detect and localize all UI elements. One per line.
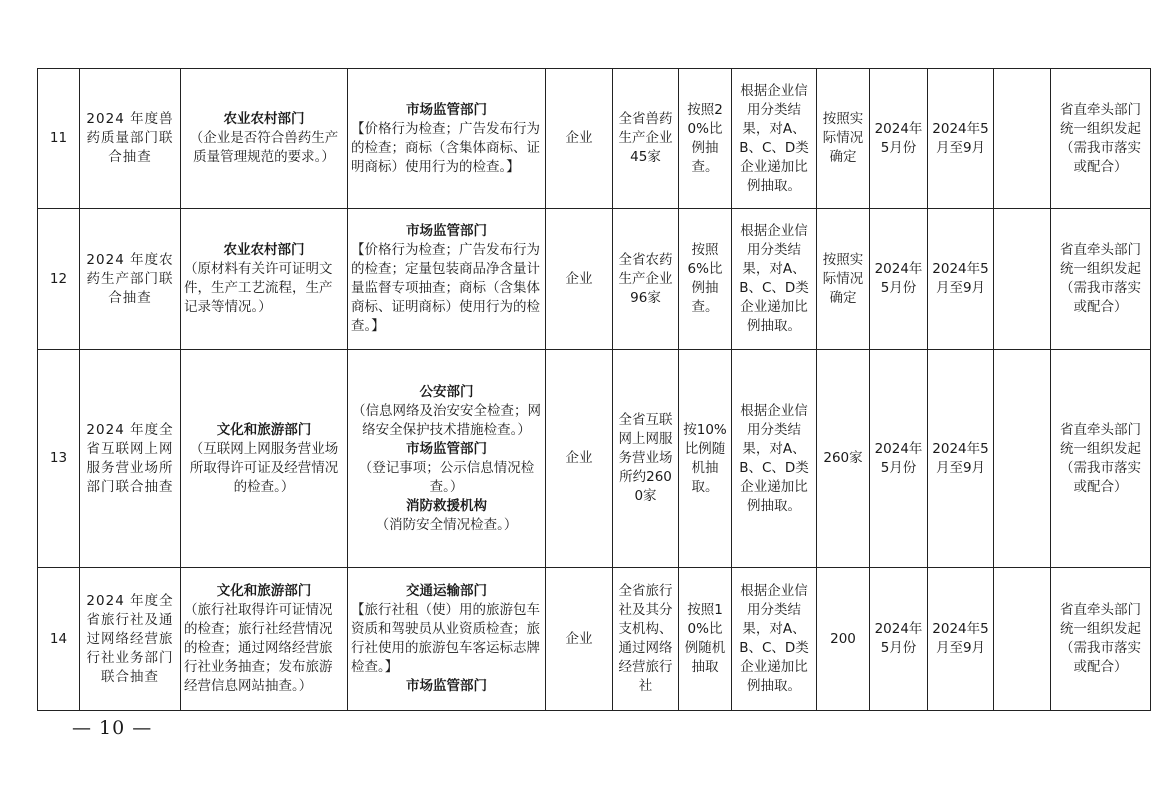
blank-cell (994, 350, 1051, 568)
lead-dept-name: 文化和旅游部门 (216, 583, 312, 599)
coop-dept-desc: 【旅行社租（使）用的旅游包车资质和驾驶员从业资质检查；旅行社使用的旅游包车客运标志牌检查。】 (351, 602, 540, 675)
sample-ratio: 按照6%比例抽查。 (679, 209, 732, 350)
coop-dept-cell (348, 209, 546, 350)
page-number: — 10 — (72, 717, 153, 739)
lead-dept-cell (181, 350, 348, 568)
sample-method: 根据企业信用分类结果，对A、B、C、D类企业递加比例抽取。 (732, 568, 817, 711)
coop-dept-name: 市场监管部门 (406, 101, 487, 118)
period: 2024年5月至9月 (928, 350, 994, 568)
period: 2024年5月至9月 (928, 69, 994, 209)
coop-dept-desc: （消防安全情况检查。） (375, 516, 518, 533)
coop-dept-name: 市场监管部门 (406, 223, 487, 239)
blank-cell (994, 568, 1051, 711)
period: 2024年5月至9月 (928, 568, 994, 711)
start-time: 2024年5月份 (870, 568, 928, 711)
blank-cell (994, 209, 1051, 350)
coop-dept-desc: 【价格行为检查；广告发布行为的检查；定量包装商品净含量计量监督专项抽查；商标（含集体商标、证明商标）使用行为的检查。】 (351, 242, 540, 334)
lead-dept-name: 农业农村部门 (223, 242, 305, 258)
blank-cell (994, 69, 1051, 209)
start-time: 2024年5月份 (870, 69, 928, 209)
sample-ratio: 按照10%比例随机抽取 (679, 568, 732, 711)
sample-ratio: 按10%比例随机抽取。 (679, 350, 732, 568)
check-scope: 全省农药生产企业96家 (613, 209, 679, 350)
coop-dept-name: 消防救援机构 (406, 497, 487, 514)
coop-dept-desc: （登记事项；公示信息情况检查。） (358, 459, 535, 495)
note: 省直牵头部门统一组织发起（需我市落实或配合） (1051, 69, 1151, 209)
sample-count: 200 (817, 568, 870, 711)
lead-dept-desc: （原材料有关许可证明文件，生产工艺流程，生产记录等情况。） (184, 261, 333, 315)
note: 省直牵头部门统一组织发起（需我市落实或配合） (1051, 350, 1151, 568)
lead-dept-desc: （企业是否符合兽药生产质量管理规范的要求。） (189, 130, 339, 165)
table-row (38, 69, 1151, 209)
check-item: 2024 年度农药生产部门联合抽查 (80, 209, 181, 350)
row-number: 13 (38, 350, 80, 568)
coop-dept-name: 市场监管部门 (406, 440, 487, 457)
coop-dept-name: 公安部门 (419, 383, 474, 400)
check-item: 2024 年度全省旅行社及通过网络经营旅行社业务部门联合抽查 (80, 568, 181, 711)
sample-count: 按照实际情况确定 (817, 209, 870, 350)
table-row (38, 209, 1151, 350)
lead-dept-cell (181, 69, 348, 209)
note: 省直牵头部门统一组织发起（需我市落实或配合） (1051, 209, 1151, 350)
inspection-table (37, 68, 1151, 711)
sample-method: 根据企业信用分类结果，对A、B、C、D类企业递加比例抽取。 (732, 209, 817, 350)
lead-dept-name: 农业农村部门 (223, 111, 305, 127)
coop-dept-cell (348, 350, 546, 568)
period: 2024年5月至9月 (928, 209, 994, 350)
lead-dept-desc: （互联网上网服务营业场所取得许可证及经营情况的检查。） (189, 440, 339, 495)
coop-dept-name: 交通运输部门 (406, 583, 487, 599)
coop-dept-desc: （信息网络及治安安全检查；网络安全保护技术措施检查。） (352, 402, 541, 438)
check-item: 2024 年度兽药质量部门联合抽查 (80, 69, 181, 209)
sample-ratio: 按照20%比例抽查。 (679, 69, 732, 209)
start-time: 2024年5月份 (870, 209, 928, 350)
table-row (38, 568, 1151, 711)
table-row (38, 350, 1151, 568)
check-scope: 全省兽药生产企业45家 (613, 69, 679, 209)
check-object: 企业 (546, 350, 613, 568)
check-object: 企业 (546, 568, 613, 711)
lead-dept-cell (181, 209, 348, 350)
coop-dept-name: 市场监管部门 (406, 678, 487, 694)
row-number: 12 (38, 209, 80, 350)
note: 省直牵头部门统一组织发起（需我市落实或配合） (1051, 568, 1151, 711)
lead-dept-desc: （旅行社取得许可证情况的检查；旅行社经营情况的检查；通过网络经营旅行社业务抽查；发布旅游经营信息网站抽查。） (184, 602, 333, 694)
coop-dept-desc: 【价格行为检查；广告发布行为的检查；商标（含集体商标、证明商标）使用行为的检查。】 (351, 120, 540, 175)
sample-count: 按照实际情况确定 (817, 69, 870, 209)
coop-dept-cell (348, 69, 546, 209)
check-object: 企业 (546, 69, 613, 209)
start-time: 2024年5月份 (870, 350, 928, 568)
check-scope: 全省互联网上网服务营业场所约2600家 (613, 350, 679, 568)
lead-dept-name: 文化和旅游部门 (216, 421, 312, 438)
row-number: 14 (38, 568, 80, 711)
check-scope: 全省旅行社及其分支机构、通过网络经营旅行社 (613, 568, 679, 711)
sample-method: 根据企业信用分类结果，对A、B、C、D类企业递加比例抽取。 (732, 350, 817, 568)
check-object: 企业 (546, 209, 613, 350)
coop-dept-cell (348, 568, 546, 711)
check-item: 2024 年度全省互联网上网服务营业场所部门联合抽查 (80, 350, 181, 568)
row-number: 11 (38, 69, 80, 209)
lead-dept-cell (181, 568, 348, 711)
sample-count: 260家 (817, 350, 870, 568)
sample-method: 根据企业信用分类结果，对A、B、C、D类企业递加比例抽取。 (732, 69, 817, 209)
